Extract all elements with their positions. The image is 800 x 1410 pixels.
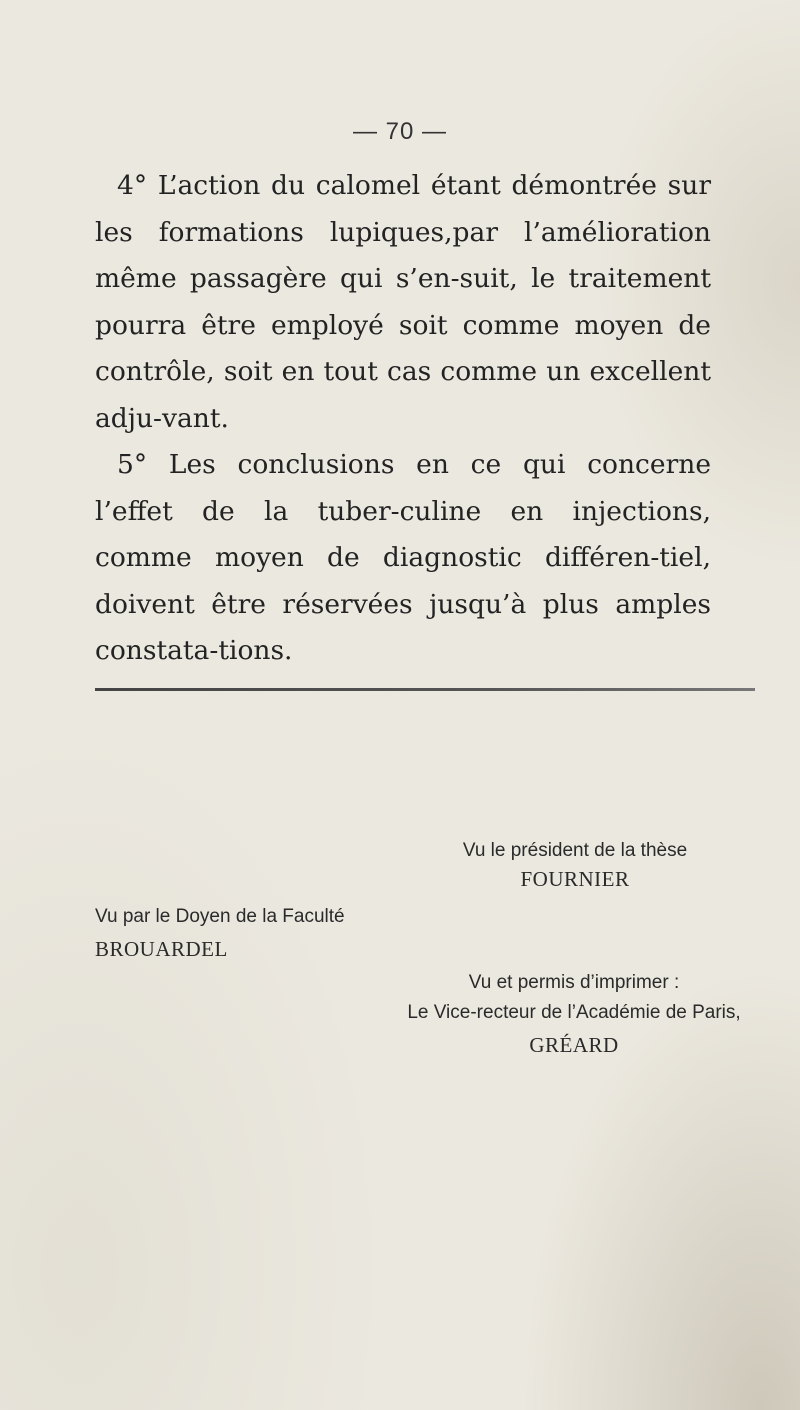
- conclusion-4-text: 4° L’action du calomel étant démontrée sur les formations lupiques,par l’amélioration même passagère qui s’en-suit, le traitement pourra être employé soit comme moyen de contrôle, soit en tout cas comme un excellent adju-vant.: [95, 170, 711, 434]
- president-line: Vu le président de la thèse: [462, 840, 688, 861]
- page-number: — 70 —: [352, 118, 448, 145]
- president-signature: [440, 838, 710, 894]
- doyen-line: Vu par le Doyen de la Faculté: [95, 906, 345, 927]
- doyen-signature: [95, 900, 345, 964]
- doyen-name: BROUARDEL: [95, 937, 228, 961]
- body-text: [95, 163, 711, 675]
- conclusion-paragraph-4: [95, 163, 711, 442]
- president-name: FOURNIER: [520, 867, 630, 891]
- permis-line: Vu et permis d’imprimer :: [468, 972, 680, 993]
- horizontal-divider: [95, 688, 755, 691]
- vice-recteur-line: Le Vice-recteur de l’Académie de Paris,: [407, 1002, 741, 1023]
- vice-recteur-signature: [388, 968, 760, 1062]
- conclusion-paragraph-5: [95, 442, 711, 675]
- conclusion-5-text: 5° Les conclusions en ce qui concerne l’effet de la tuber-culine en injections, comme moyen de diagnostic différen-tiel, doivent être réservées jusqu’à plus amples constata-tions.: [95, 449, 711, 666]
- vice-recteur-name: GRÉARD: [529, 1033, 619, 1057]
